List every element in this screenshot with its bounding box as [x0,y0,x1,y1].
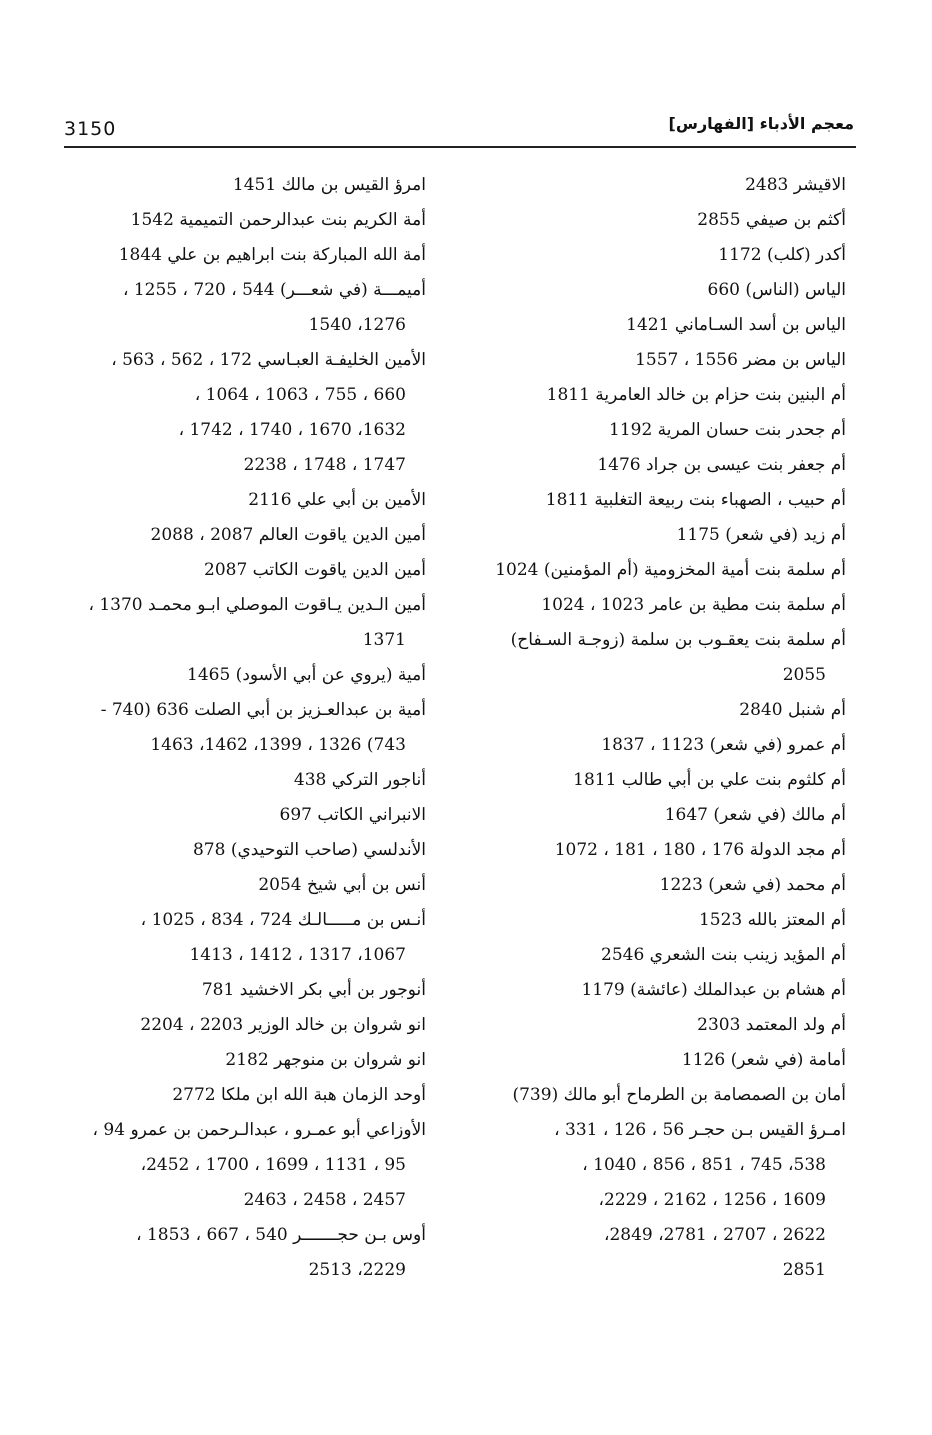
index-entry-continuation: 2229، 2513 [308,1260,406,1280]
index-entry: أمة الله المباركة بنت ابراهيم بن علي 1844 [118,245,426,265]
index-entry-continuation: 2457 ، 2458 ، 2463 [243,1190,406,1210]
index-entry: أمة الكريم بنت عبدالرحمن التميمية 1542 [130,210,426,230]
index-entry-continuation: 538، 745 ، 851 ، 856 ، 1040 ، [582,1155,826,1175]
index-entry: أكدر (كلب) 1172 [718,245,846,265]
index-entry: الياس (الناس) 660 [707,280,846,300]
index-entry: الانبراني الكاتب 697 [279,805,426,825]
index-entry: الياس بن أسد السـاماني 1421 [626,315,846,335]
index-entry: أم البنين بنت حزام بن خالد العامرية 1811 [546,385,846,405]
index-entry: الأمين الخليفـة العبـاسي 172 ، 562 ، 563 ، [111,350,426,370]
index-entry-continuation: 1609 ، 1256 ، 2162 ، 2229، [598,1190,826,1210]
index-entry: أنـس بن مـــــالـك 724 ، 834 ، 1025 ، [140,910,426,930]
index-entry: انو شروان بن خالد الوزير 2203 ، 2204 [140,1015,426,1035]
index-entry: أمية (يروي عن أبي الأسود) 1465 [187,665,426,685]
index-entry-continuation: 2622 ، 2707 ، 2781، 2849، [603,1225,826,1245]
index-entry-continuation: 1632، 1670 ، 1740 ، 1742 ، [178,420,406,440]
index-entry: أم سلمة بنت أمية المخزومية (أم المؤمنين) 1024 [495,560,846,580]
index-entry: أميمـــة (في شعـــر) 544 ، 720 ، 1255 ، [122,280,426,300]
index-entry: أم شنبل 2840 [739,700,846,720]
index-entry-continuation: 660 ، 755 ، 1063 ، 1064 ، [194,385,406,405]
index-entry: أنوجور بن أبي بكر الاخشيد 781 [201,980,426,1000]
index-entry: أكثم بن صيفي 2855 [697,210,846,230]
index-column-left [64,168,426,1288]
index-entry: أمين الدين ياقوت الكاتب 2087 [204,560,426,580]
index-entry: الياس بن مضر 1556 ، 1557 [635,350,846,370]
index-entry: أم محمد (في شعر) 1223 [659,875,846,895]
index-entry: أم المعتز بالله 1523 [698,910,846,930]
index-entry: الأوزاعي أبو عمـرو ، عبدالـرحمن بن عمرو 94 ، [92,1120,426,1140]
index-entry: أم زيد (في شعر) 1175 [676,525,846,545]
index-entry: انو شروان بن منوجهر 2182 [225,1050,426,1070]
index-entry: أم سلمة بنت مطية بن عامر 1023 ، 1024 [541,595,846,615]
index-entry-continuation: 95 ، 1131 ، 1699 ، 1700 ، 2452، [140,1155,406,1175]
index-entry: الأندلسي (صاحب التوحيدي) 878 [192,840,426,860]
index-entry: أم مالك (في شعر) 1647 [664,805,846,825]
index-entry: أم جعفر بنت عيسى بن جراد 1476 [597,455,846,475]
index-entry: أناجور التركي 438 [293,770,426,790]
index-entry-continuation: 1067، 1317 ، 1412 ، 1413 [189,945,406,965]
index-entry: أم جحدر بنت حسان المرية 1192 [609,420,846,440]
index-entry: أم كلثوم بنت علي بن أبي طالب 1811 [573,770,846,790]
index-entry: الأمين بن أبي علي 2116 [248,490,426,510]
index-entry: أنس بن أبي شيخ 2054 [258,875,426,895]
index-entry-continuation: 2851 [782,1260,826,1280]
index-entry: أم ولد المعتمد 2303 [697,1015,846,1035]
index-entry: امرؤ القيس بن مالك 1451 [232,175,426,195]
index-entry: أمية بن عبدالعـزيز بن أبي الصلت 636 (740 - [100,700,426,720]
index-entry: أم مجد الدولة 176 ، 180 ، 181 ، 1072 [554,840,846,860]
index-entry-continuation: 2055 [782,665,826,685]
index-column-right [490,168,846,1288]
page-number: 3150 [64,118,117,140]
index-entry: أم حبيب ، الصهباء بنت ربيعة التغلبية 1811 [545,490,846,510]
index-entry-continuation: 1747 ، 1748 ، 2238 [243,455,406,475]
running-header-title: معجم الأدباء [الفهارس] [668,114,854,133]
header-rule [64,146,856,148]
index-entry: أمامة (في شعر) 1126 [681,1050,846,1070]
index-entry: أوحد الزمان هبة الله ابن ملكا 2772 [172,1085,426,1105]
index-entry: امـرؤ القيس بـن حجـر 56 ، 126 ، 331 ، [554,1120,846,1140]
index-entry: الاقيشر 2483 [745,175,846,195]
index-entry: أمين الدين ياقوت العالم 2087 ، 2088 [150,525,426,545]
index-entry: أم هشام بن عبدالملك (عائشة) 1179 [581,980,846,1000]
index-entry: أم سلمة بنت يعقـوب بن سلمة (زوجـة السـفاح) [510,630,846,650]
index-entry: أوس بـن حجـــــــر 540 ، 667 ، 1853 ، [136,1225,426,1245]
index-entry: أمان بن الصمصامة بن الطرماح أبو مالك (739) [512,1085,846,1105]
index-entry-continuation: 743) 1326 ، 1399، 1462، 1463 [150,735,406,755]
index-entry-continuation: 1371 [362,630,406,650]
index-entry: أمين الـدين يـاقوت الموصلي ابـو محمـد 1370 ، [88,595,426,615]
index-entry: أم عمرو (في شعر) 1123 ، 1837 [601,735,846,755]
index-entry-continuation: 1276، 1540 [308,315,406,335]
index-entry: أم المؤيد زينب بنت الشعري 2546 [601,945,846,965]
